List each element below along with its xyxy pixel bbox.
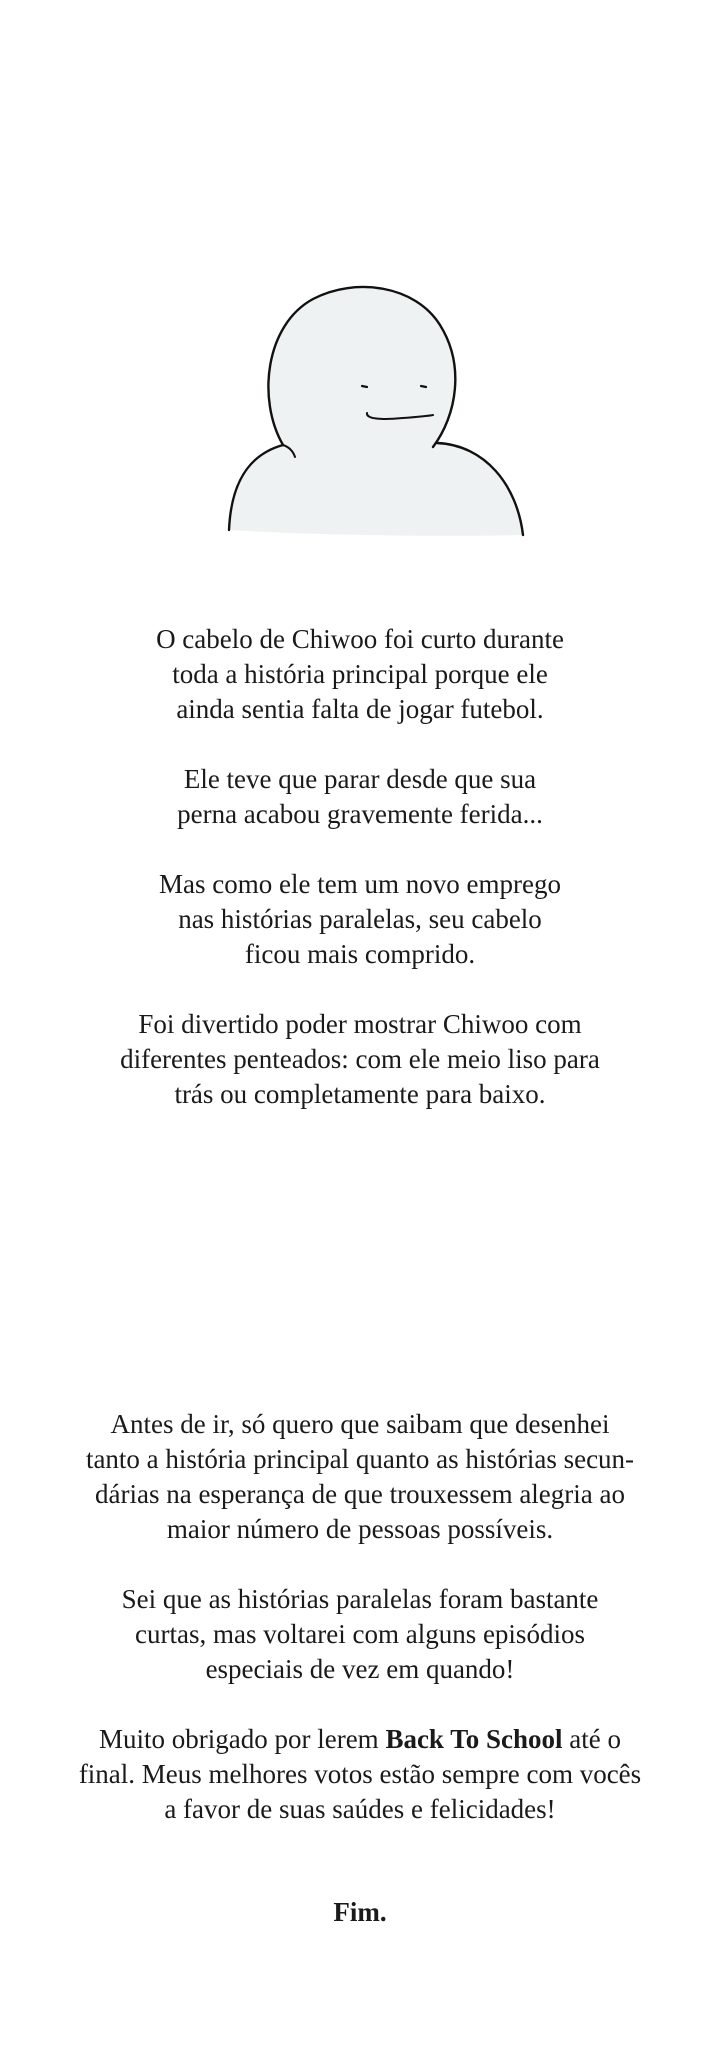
text-fragment: Muito obrigado por lerem xyxy=(98,1724,386,1754)
text-line: nas histórias paralelas, seu cabelo xyxy=(178,904,542,934)
paragraph xyxy=(0,1007,720,1112)
text-line: Sei que as histórias paralelas foram bastante xyxy=(121,1584,599,1614)
text-line: Antes de ir, só quero que saibam que desenhei xyxy=(110,1409,610,1439)
text-line: dárias na esperança de que trouxessem alegria ao xyxy=(95,1479,625,1509)
paragraph xyxy=(0,1582,720,1687)
text-line: diferentes penteados: com ele meio liso para xyxy=(120,1044,600,1074)
text-line: curtas, mas voltarei com alguns episódios xyxy=(135,1619,585,1649)
text-line: ainda sentia falta de jogar futebol. xyxy=(176,694,544,724)
text-line: ficou mais comprido. xyxy=(244,939,476,969)
text-line: perna acabou gravemente ferida... xyxy=(177,799,543,829)
text-line: trás ou completamente para baixo. xyxy=(174,1079,546,1109)
closing-paragraph xyxy=(0,1722,720,1827)
hair-commentary-section xyxy=(0,622,720,1112)
paragraph xyxy=(0,1407,720,1547)
series-title: Back To School xyxy=(385,1724,563,1754)
text-fragment: até o xyxy=(562,1724,621,1754)
text-line: O cabelo de Chiwoo foi curto durante xyxy=(156,624,564,654)
paragraph xyxy=(0,867,720,972)
text-line: toda a história principal porque ele xyxy=(172,659,548,689)
text-line: a favor de suas saúdes e felicidades! xyxy=(164,1794,556,1824)
text-line: especiais de vez em quando! xyxy=(205,1654,515,1684)
text-line: maior número de pessoas possíveis. xyxy=(166,1514,554,1544)
paragraph xyxy=(0,622,720,727)
chiwoo-blob-character-icon xyxy=(225,285,535,540)
text-line: Ele teve que parar desde que sua xyxy=(183,764,537,794)
farewell-message-section xyxy=(0,1407,720,1827)
paragraph xyxy=(0,762,720,832)
the-end-label: Fim. xyxy=(333,1897,387,1927)
text-line: Foi divertido poder mostrar Chiwoo com xyxy=(138,1009,582,1039)
text-line: final. Meus melhores votos estão sempre com vocês xyxy=(78,1759,642,1789)
text-line: tanto a história principal quanto as histórias secun- xyxy=(85,1444,635,1474)
text-line: Mas como ele tem um novo emprego xyxy=(159,869,561,899)
